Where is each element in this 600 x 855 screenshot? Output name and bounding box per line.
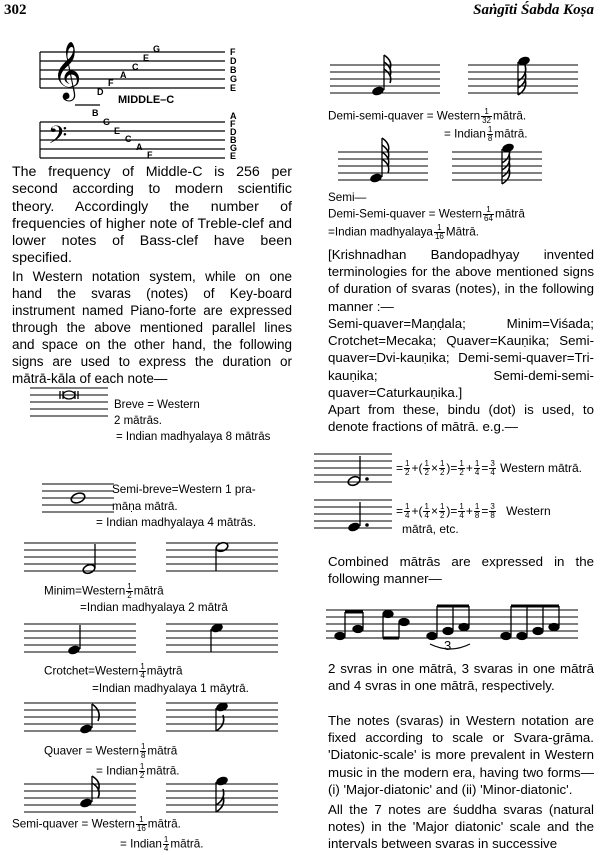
treble-clef-icon: 𝄞 (52, 41, 82, 99)
fraction-half (439, 503, 445, 520)
fraction-sixteenth (434, 224, 445, 241)
semidemisemi-indian (328, 224, 479, 241)
dotted-crotchet-staff (314, 498, 392, 534)
dotted-crotchet-etc: mātrā, etc. (402, 522, 459, 536)
bass-clef-icon: 𝄢 (48, 121, 68, 156)
semiquaver-staff-a (24, 782, 136, 818)
semiquaver-indian-unit: mātrā. (170, 837, 204, 851)
dotted-minim-formula: = $\frac{1}{2}$ +( $\frac{1}{2}$ × $\frac{1}{2}$ )= $\frac{1}{2}$ + $\frac{1}{4}$ = $\frac{3}{4}$ Western mātrā. (396, 459, 582, 478)
fraction-sixteenth (136, 816, 147, 833)
fraction-den: 2 (439, 468, 445, 478)
dotted-minim-staff (314, 452, 392, 488)
fraction-half (423, 460, 429, 477)
fraction-num: 3 (490, 459, 495, 469)
note-letter: F (230, 47, 236, 57)
fraction-den: 4 (459, 511, 464, 521)
fraction-num: 1 (487, 125, 493, 134)
middle-c-label: MIDDLE–C (118, 94, 175, 106)
fraction-den: 8 (487, 134, 493, 143)
demisemi-label (328, 108, 526, 125)
quaver-staff-b (166, 701, 278, 737)
fraction-den: 4 (490, 468, 495, 478)
crotchet-staff-b (166, 622, 278, 658)
quaver-unit: mātrā (147, 744, 178, 758)
semiquaver-text: Semi-quaver = Western (12, 817, 135, 831)
fraction-num: 1 (434, 224, 445, 233)
note-letter: C (125, 134, 132, 144)
fraction-den: 8 (140, 751, 146, 760)
fraction-den: 4 (474, 468, 480, 478)
note-letter: E (143, 53, 150, 63)
fraction-num: 1 (439, 459, 445, 469)
note-letter: B (92, 108, 99, 118)
paragraph-middle-c: The frequency of Middle-C is 256 per second according to modern scientific theory. Accordingly the number of frequencies of higher note of Treble-clef and lower notes of Bass-clef have been specified. (12, 164, 292, 267)
semidemisemi-unit: mātrā (494, 207, 525, 221)
combined-notes-staff (326, 600, 578, 656)
paragraph-major-diatonic: All the 7 notes are śuddha svaras (natural notes) in the 'Major diatonic' scale and the intervals between svaras in successive (328, 802, 594, 852)
semiquaver-staff-b (166, 782, 278, 818)
fraction-num: 1 (424, 459, 429, 469)
fraction-half (404, 460, 410, 477)
semibreve-label: Semi-breve=Western 1 pra- (112, 483, 256, 496)
crotchet-indian: =Indian madhyalaya 1 māytrā. (92, 682, 249, 695)
fraction-num: 1 (474, 459, 480, 469)
fraction-quarter (423, 503, 429, 520)
fraction-thirtysecond (481, 108, 492, 125)
fraction-num: 1 (439, 502, 445, 512)
demisemi-staff-a (330, 63, 440, 99)
breve-label: Breve = Western (114, 399, 200, 411)
paragraph-diatonic: The notes (svaras) in Western notation are fixed according to scale or Svara-grāma. 'Diatonic-scale' is more prevalent in Western music in the modern era, having two forms—(i) 'Major-diatonic' and (ii) 'Minor-diatonic'. (328, 713, 594, 797)
note-letter: E (230, 151, 237, 161)
demisemi-unit: mātrā. (493, 109, 527, 123)
semiquaver-indian-text: = Indian (120, 837, 162, 851)
semidemisemi-label (328, 206, 525, 223)
fraction-den: 16 (434, 232, 444, 241)
note-letter: A (120, 70, 127, 80)
note-letter: C (132, 62, 139, 72)
note-letter: B (230, 65, 237, 75)
fraction-quarter (404, 503, 410, 520)
fraction-half (126, 583, 132, 600)
note-letter: G (230, 74, 238, 84)
fraction-quarter (139, 663, 145, 680)
running-title: Saṅgīti Śabda Koṣa (473, 2, 594, 18)
page-number: 302 (4, 2, 27, 18)
minim-text: Minim=Western (44, 584, 126, 598)
fraction-den: 2 (439, 511, 445, 521)
fraction-num: 1 (459, 502, 464, 512)
fraction-half (458, 460, 464, 477)
note-letter: D (230, 127, 237, 137)
fraction-num: 3 (490, 502, 495, 512)
fraction-num: 1 (424, 502, 429, 512)
note-letter: G (103, 117, 111, 127)
note-letter: D (97, 87, 104, 97)
fraction-den: 32 (482, 116, 491, 125)
fraction-eighth (474, 503, 480, 520)
paragraph-svaras-per-matra: 2 svras in one mātrā, 3 svaras in one mātrā and 4 svras in one mātrā, respectively. (328, 661, 594, 694)
paragraph-terminology: [Krishnadhan Bandopadhyay invented terminologies for the above mentioned signs of duration of svaras (notes), in the following manner :— (328, 247, 594, 314)
minim-unit: mātrā (133, 584, 164, 598)
quaver-indian (96, 763, 180, 780)
fraction-num: 1 (483, 206, 494, 215)
fraction-quarter (163, 836, 169, 853)
note-letter: G (230, 143, 238, 153)
fraction-num: 1 (127, 582, 132, 591)
minim-staff-b (166, 541, 278, 577)
breve-western: 2 mātrās. (114, 415, 162, 427)
minim-indian: =Indian madhyalaya 2 mātrā (80, 601, 228, 614)
note-letter: A (136, 142, 143, 152)
paragraph-notation: In Western notation system, while on one hand the svaras (notes) of Key-board instrument named Piano-forte are expressed through the above mentioned parallel lines and space on the other hand, the following signs are used to express the duration or mātrā-kāla of each note— (12, 269, 292, 386)
dotted-crotchet-formula: = $\frac{1}{4}$ +( $\frac{1}{4}$ × $\frac{1}{2}$ )= $\frac{1}{4}$ + $\frac{1}{8}$ = $\frac{3}{8}$ Western (396, 502, 551, 521)
crotchet-unit: māytrā (146, 664, 183, 678)
note-letter: A (230, 111, 237, 121)
crotchet-staff-a (24, 622, 136, 658)
fraction-den: 2 (424, 468, 429, 478)
note-letter: F (230, 119, 236, 129)
quaver-text: Quaver = Western (44, 744, 139, 758)
fraction-den: 4 (405, 511, 410, 521)
semidemisemi-indian-unit: Mātrā. (445, 225, 479, 239)
dotted-crotchet-tail: Western (506, 504, 551, 518)
fraction-eighth (487, 126, 493, 143)
paragraph-combined: Combined mātrās are expressed in the following manner— (328, 554, 594, 587)
paragraph-bindu: Apart from these, bindu (dot) is used, to denote fractions of mātrā. e.g.— (328, 402, 594, 435)
semidemisemi-staff-b (452, 150, 542, 186)
semibreve-staff (42, 482, 114, 518)
fraction-den: 2 (139, 771, 145, 780)
demisemi-indian-unit: mātrā. (494, 127, 528, 141)
demisemi-staff-b (468, 63, 578, 99)
semidemisemi-indian-text: =Indian madhyalaya (328, 225, 433, 239)
note-letter: F (108, 78, 114, 88)
breve-indian: = Indian madhyalaya 8 mātrās (116, 431, 271, 443)
fraction-den: 8 (474, 511, 480, 521)
fraction-den: 2 (127, 591, 132, 600)
fraction-sixtyfourth (483, 206, 494, 223)
demisemi-indian (444, 126, 528, 143)
fraction-eighth (140, 743, 146, 760)
fraction-three-quarters (489, 460, 495, 477)
fraction-num: 1 (474, 502, 480, 512)
fraction-num: 1 (459, 459, 464, 469)
fraction-three-eighths (489, 503, 495, 520)
fraction-den: 2 (459, 468, 464, 478)
triplet-number: 3 (444, 638, 452, 653)
semidemisemi-text: Demi-Semi-quaver = Western (328, 207, 483, 221)
demisemi-text: Demi-semi-quaver = Western (328, 109, 481, 123)
fraction-num: 1 (405, 502, 410, 512)
crotchet-label (44, 663, 183, 680)
demisemi-indian-text: = Indian (444, 127, 486, 141)
fraction-num: 1 (136, 816, 147, 825)
fraction-quarter (474, 460, 480, 477)
note-letter: E (230, 83, 237, 93)
fraction-num: 1 (163, 835, 169, 844)
fraction-den: 4 (424, 511, 429, 521)
quaver-label (44, 743, 177, 760)
semiquaver-indian (120, 836, 204, 853)
semibreve-indian: = Indian madhyalaya 4 mātrās. (96, 516, 257, 529)
fraction-num: 1 (140, 742, 146, 751)
fraction-den: 4 (140, 671, 145, 680)
fraction-den: 8 (490, 511, 495, 521)
fraction-den: 2 (405, 468, 410, 478)
fraction-half (139, 763, 145, 780)
fraction-quarter (458, 503, 464, 520)
fraction-den: 64 (484, 214, 493, 223)
semiquaver-label (12, 816, 181, 833)
paragraph-terms-list: Semi-quaver=Maṇḍala; Minim=Viśada; Crotchet=Mecaka; Quaver=Kauṇika; Semi-quaver=Dvi-kauṇika; Demi-semi-quaver=Tri-kauṇika; Semi-demi-semi-quaver=Caturkauṇika.] (328, 316, 594, 400)
fraction-den: 4 (163, 844, 169, 853)
note-letter: B (230, 135, 237, 145)
semi-heading: Semi— (328, 191, 367, 204)
semibreve-western: māṇa mātrā. (112, 500, 178, 513)
fraction-half (439, 460, 445, 477)
minim-staff-a (24, 541, 136, 577)
note-letter: E (114, 126, 121, 136)
dotted-minim-tail: Western mātrā. (500, 461, 582, 475)
quaver-staff-a (24, 701, 136, 737)
quaver-indian-unit: mātrā. (146, 764, 180, 778)
fraction-num: 1 (481, 108, 492, 117)
breve-staff (30, 386, 108, 422)
semidemisemi-staff-a (338, 150, 428, 186)
note-letter: F (147, 150, 153, 160)
fraction-num: 1 (405, 459, 410, 469)
crotchet-text: Crotchet=Western (44, 664, 139, 678)
fraction-num: 1 (140, 662, 145, 671)
fraction-num: 1 (139, 762, 145, 771)
note-letter: D (230, 56, 237, 66)
note-letter: G (153, 44, 161, 54)
semiquaver-unit: mātrā. (147, 817, 181, 831)
quaver-indian-text: = Indian (96, 764, 138, 778)
fraction-den: 16 (136, 824, 146, 833)
minim-label (44, 583, 164, 600)
